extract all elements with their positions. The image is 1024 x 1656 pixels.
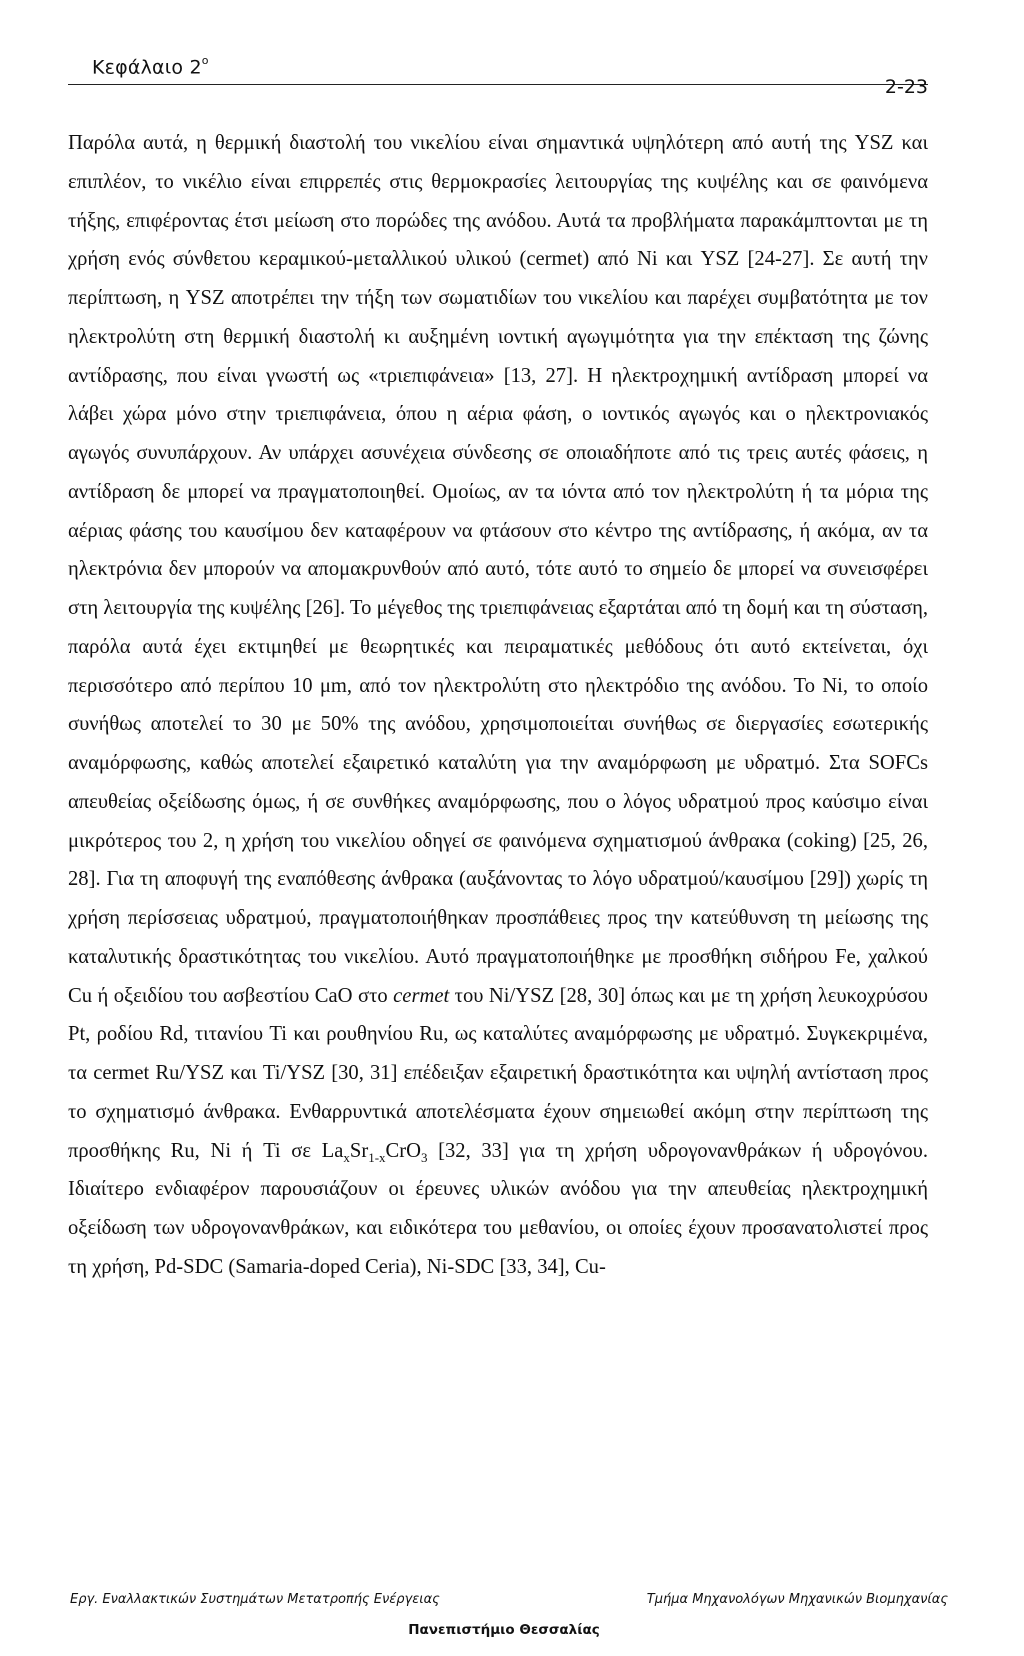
subscript-1-x: 1-x [368, 1149, 386, 1165]
body-paragraph [68, 124, 928, 1287]
footer-lab-name: Εργ. Εναλλακτικών Συστημάτων Μετατροπής Ενέργειας [70, 1592, 440, 1607]
page-header [68, 50, 928, 98]
subscript-x: x [343, 1149, 350, 1165]
footer-university-name: Πανεπιστήμιο Θεσσαλίας [408, 1622, 600, 1638]
italic-cermet: cermet [393, 984, 450, 1007]
formula-cro: CrO [385, 1139, 421, 1162]
formula-sr: Sr [349, 1139, 369, 1162]
chapter-superscript: ο [201, 53, 209, 67]
paragraph-text-part-1: Παρόλα αυτά, η θερμική διαστολή του νικελίου είναι σημαντικά υψηλότερη από αυτή της YSZ και επιπλέον, το νικέλιο είναι επιρρεπές στις θερμοκρασίες λειτουργίας της κυψέλης και σε φαινόμενα τήξης, επιφέροντας έτσι μείωση στο πορώδες της ανόδου. Αυτά τα προβλήματα παρακάμπτονται με τη χρήση ενός σύνθετου κεραμικού-μεταλλικού υλικού (cermet) από Ni και YSZ [24-27]. Σε αυτή την περίπτωση, η YSZ αποτρέπει την τήξη των σωματιδίων του νικελίου και παρέχει συμβατότητα με τον ηλεκτρολύτη στη θερμική διαστολή κι αυξημένη ιοντική αγωγιμότητα για την επέκταση της ζώνης αντίδρασης, που είναι γνωστή ως «τριεπιφάνεια» [13, 27]. Η ηλεκτροχημική αντίδραση μπορεί να λάβει χώρα μόνο στην τριεπιφάνεια, όπου η αέρια φάση, ο ιοντικός αγωγός και ο ηλεκτρονιακός αγωγός συνυπάρχουν. Αν υπάρχει ασυνέχεια σύνδεσης σε οποιαδήποτε από τις τρεις αυτές φάσεις, η αντίδραση δε μπορεί να πραγματοποιηθεί. Ομοίως, αν τα ιόντα από τον ηλεκτρολύτη ή τα μόρια της αέριας φάσης του καυσίμου δεν καταφέρουν να φτάσουν στο κέντρο της αντίδρασης, ή ακόμα, αν τα ηλεκτρόνια δεν μπορούν να απομακρυνθούν από αυτό, τότε αυτό το σημείο δε μπορεί να συνεισφέρει στη λειτουργία της κυψέλης [26]. Το μέγεθος της τριεπιφάνειας εξαρτάται από τη δομή και τη σύσταση, παρόλα αυτά έχει εκτιμηθεί με θεωρητικές και πειραματικές μεθόδους ότι αυτό εκτείνεται, όχι περισσότερο από περίπου 10 μm, από τον ηλεκτρολύτη στο ηλεκτρόδιο της ανόδου. Το Ni, το οποίο συνήθως αποτελεί το 30 με 50% της ανόδου, χρησιμοποιείται συνήθως σε διεργασίες εσωτερικής αναμόρφωσης, καθώς αποτελεί εξαιρετικό καταλύτη για την αναμόρφωση με υδρατμό. Στα SOFCs απευθείας οξείδωσης όμως, ή σε συνθήκες αναμόρφωσης, που ο λόγος υδρατμού προς καύσιμο είναι μικρότερος του 2, η χρήση του νικελίου οδηγεί σε φαινόμενα σχηματισμού άνθρακα (coking) [25, 26, 28]. Για τη αποφυγή της εναπόθεσης άνθρακα (αυξάνοντας το λόγο υδρατμού/καυσίμου [29]) χωρίς τη χρήση περίσσειας υδρατμού, πραγματοποιήθηκαν προσπάθειες προς την κατεύθυνση τη μείωσης της καταλυτικής δραστικότητας του νικελίου. Αυτό πραγματοποιήθηκε με προσθήκη σιδήρου Fe, χαλκού Cu ή οξειδίου του ασβεστίου CaO στο [68, 132, 928, 1007]
page-number: 2-23 [884, 76, 928, 98]
paragraph-text-part-2: του Ni/YSZ [28, 30] όπως και με τη χρήση λευκοχρύσου Pt, ροδίου Rd, τιτανίου Ti και ρουθηνίου Ru, ως καταλύτες αναμόρφωσης με υδρατμό. Συγκεκριμένα, τα cermet Ru/YSZ και Ti/YSZ [30, 31] επέδειξαν εξαιρετική δραστικότητα και υψηλή αντίσταση προς το σχηματισμό άνθρακα. Ενθαρρυντικά αποτελέσματα έχουν σημειωθεί ακόμη στην περίπτωση της προσθήκης Ru, Ni ή Ti σε La [68, 984, 928, 1162]
chapter-label [92, 53, 209, 78]
footer-department-name: Τμήμα Μηχανολόγων Μηχανικών Βιομηχανίας [646, 1592, 948, 1607]
paragraph-text-part-3: [32, 33] για τη χρήση υδρογονανθράκων ή υδρογόνου. Ιδιαίτερο ενδιαφέρον παρουσιάζουν οι έρευνες υλικών ανόδου για την απευθείας ηλεκτροχημική οξείδωση των υδρογονανθράκων, και ειδικότερα του μεθανίου, οι οποίες έχουν προσανατολιστεί προς τη χρήση, Pd-SDC (Samaria-doped Ceria), Ni-SDC [33, 34], Cu- [68, 1139, 928, 1278]
subscript-3: 3 [421, 1149, 428, 1165]
chapter-title: Κεφάλαιο 2 [92, 56, 202, 78]
